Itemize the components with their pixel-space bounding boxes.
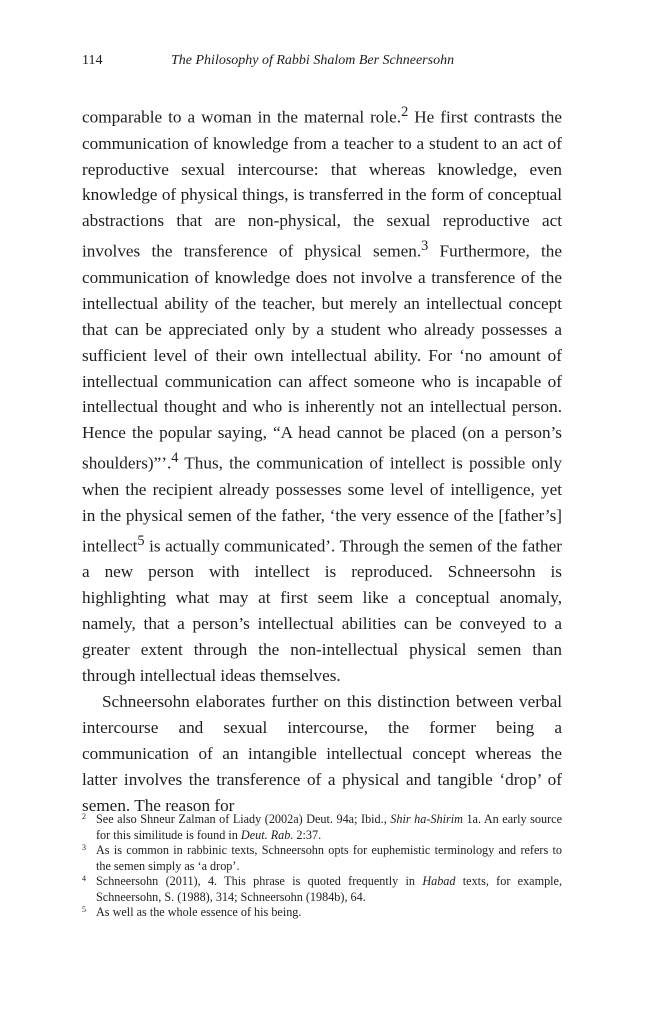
footnote-italic-text: Habad: [422, 874, 456, 888]
running-title: The Philosophy of Rabbi Shalom Ber Schneersohn: [171, 53, 455, 68]
footnote-4: [82, 874, 562, 905]
footnote-italic-text: Deut. Rab.: [240, 827, 294, 842]
footnote-2: [82, 812, 562, 843]
footnotes: [82, 812, 562, 921]
footnote-text: 2:37.: [293, 827, 322, 842]
page-number: 114: [82, 53, 103, 68]
paragraph-2: Schneersohn elaborates further on this distinction between verbal intercourse and sexual intercourse, the former being a communication of an intangible intellectual concept whereas the latter involves the transference of a physical and tangible ‘drop’ of semen. The reason for: [82, 691, 562, 815]
footnote-ref-2: 2: [401, 104, 409, 120]
footnote-ref-3: 3: [421, 238, 429, 255]
paragraph-1-text-4: Thus, the communication of intellect is possible only when the recipient already possesses some level of intelligence, yet in the physical semen of the father, ‘the very essence of the [father’s] intellect: [82, 453, 562, 556]
body-text: [82, 100, 562, 818]
footnote-text: 1a. An early source for this similitude is found in: [96, 812, 562, 842]
footnote-number: 3: [82, 843, 86, 852]
paragraph-1-text-1: comparable to a woman in the maternal role.: [82, 107, 402, 127]
footnote-italic-text: Shir ha-Shirim: [390, 812, 463, 826]
footnote-number: 4: [82, 874, 86, 883]
footnote-text: texts, for example, Schneersohn, S. (1988), 314; Schneersohn (1984b), 64.: [96, 874, 562, 904]
footnote-number: 2: [82, 812, 86, 821]
footnote-3: [82, 843, 562, 874]
running-header: [82, 50, 562, 72]
paragraph-1-text-5: is actually communicated’. Through the semen of the father a new person with intellect is reproduced. Schneersohn is highlighting what may at first seem like a conceptual anomaly, namely, that a person’s intellectual abilities can be conveyed to a greater extent through the non-intellectual physical semen than through intellectual ideas themselves.: [82, 536, 562, 685]
footnote-text: See also Shneur Zalman of Liady (2002a) Deut. 94a; Ibid.,: [96, 812, 391, 826]
footnote-text: As is common in rabbinic texts, Schneersohn opts for euphemistic terminology and refers to the semen simply as ‘a drop’.: [96, 843, 562, 873]
paragraph-1-text-2: He first contrasts the communication of knowledge from a teacher to a student to an act of reproductive sexual intercourse: that whereas knowledge, even knowledge of physical things, is transferred in the form of conceptual abstractions that are non-physical, the sexual reproductive act involves the transference of physical semen.: [82, 107, 562, 261]
footnote-text: As well as the whole essence of his being.: [96, 905, 302, 919]
paragraph-1: [82, 100, 562, 689]
footnote-ref-5: 5: [137, 532, 145, 549]
footnote-5: [82, 905, 562, 921]
footnote-ref-4: 4: [171, 450, 179, 467]
footnote-text: Schneersohn (2011), 4. This phrase is quoted frequently in: [96, 874, 423, 888]
paragraph-1-text-3: Furthermore, the communication of knowledge does not involve a transference of the intellectual ability of the teacher, but merely an intellectual concept that can be appreciated only by a student who already possesses a sufficient level of their own intellectual ability. For ‘no amount of intellectual communication can affect someone who is incapable of intellectual thought and who is inherently not an intellectual person. Hence the popular saying, “A head cannot be placed (on a person’s shoulders)”’.: [82, 242, 562, 473]
footnote-number: 5: [82, 905, 86, 914]
